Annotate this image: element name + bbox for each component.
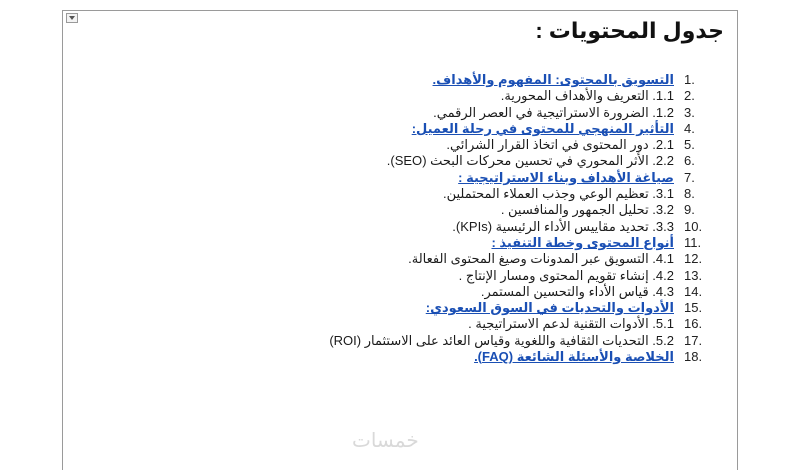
toc-subsection-text: 3.1. تعظيم الوعي وجذب العملاء المحتملين.: [442, 186, 674, 202]
toc-item: [252, 105, 712, 121]
toc-section-link[interactable]: الخلاصة والأسئلة الشائعة (FAQ).: [474, 349, 674, 365]
chevron-down-icon: [69, 16, 75, 20]
toc-subsection-text: 4.2. إنشاء تقويم المحتوى ومسار الإنتاج .: [458, 267, 674, 283]
page-title: جدول المحتويات :: [535, 18, 724, 43]
toc-item-number: 6.: [684, 153, 695, 169]
toc-item-number: 18.: [684, 349, 703, 365]
toc-section-link[interactable]: التأثير المنهجي للمحتوى في رحلة العميل:: [411, 120, 674, 136]
toc-item: [252, 251, 712, 267]
toc-item-number: 12.: [684, 251, 703, 267]
toc-item-number: 9.: [684, 202, 695, 218]
toc-item-number: 1.: [684, 72, 695, 87]
toc-section-link[interactable]: الأدوات والتحديات في السوق السعودي:: [425, 300, 674, 316]
toc-subsection-text: 4.3. قياس الأداء والتحسين المستمر.: [480, 283, 674, 299]
toc-item: [252, 137, 712, 153]
toc-item: [252, 316, 712, 332]
toc-item: [252, 88, 712, 104]
toc-item-number: 17.: [684, 332, 703, 348]
table-of-contents: [252, 72, 712, 365]
toc-item: [252, 268, 712, 284]
toc-subsection-text: 5.2. التحديات الثقافية واللغوية وقياس العائد على الاستثمار (ROI): [329, 332, 674, 348]
toc-subsection-text: 2.1. دور المحتوى في اتخاذ القرار الشرائي.: [446, 137, 674, 153]
toc-item-number: 8.: [684, 186, 695, 202]
toc-item[interactable]: [252, 349, 712, 365]
toc-subsection-text: 4.1. التسويق عبر المدونات وصيغ المحتوى الفعالة.: [408, 251, 674, 267]
toc-item[interactable]: [252, 235, 712, 251]
toc-item: [252, 219, 712, 235]
toc-item-number: 10.: [684, 218, 703, 234]
toc-item-number: 3.: [684, 104, 695, 120]
toc-item-number: 4.: [684, 120, 695, 136]
toc-item[interactable]: [252, 72, 712, 88]
toc-subsection-text: 3.3. تحديد مقاييس الأداء الرئيسية (KPIs).: [452, 218, 674, 234]
toc-section-link[interactable]: صياغة الأهداف وبناء الاستراتيجية :: [458, 169, 674, 185]
collapse-dropdown-button[interactable]: [66, 13, 78, 23]
toc-subsection-text: 5.1. الأدوات التقنية لدعم الاستراتيجية .: [468, 316, 674, 332]
toc-item: [252, 186, 712, 202]
toc-item-number: 14.: [684, 283, 703, 299]
toc-item: [252, 284, 712, 300]
toc-subsection-text: 3.2. تحليل الجمهور والمنافسين .: [500, 202, 674, 218]
toc-subsection-text: 1.2. الضرورة الاستراتيجية في العصر الرقمي.: [433, 104, 674, 120]
toc-section-link[interactable]: أنواع المحتوى وخطة التنفيذ :: [491, 234, 674, 250]
toc-item[interactable]: [252, 300, 712, 316]
toc-item-number: 16.: [684, 316, 703, 332]
toc-item-number: 7.: [684, 169, 695, 185]
toc-item-number: 5.: [684, 137, 695, 153]
toc-item: [252, 333, 712, 349]
toc-subsection-text: 2.2. الأثر المحوري في تحسين محركات البحث (SEO).: [386, 153, 674, 169]
toc-item-number: 2.: [684, 88, 695, 104]
toc-item-number: 15.: [684, 300, 703, 316]
toc-item: [252, 153, 712, 169]
toc-subsection-text: 1.1. التعريف والأهداف المحورية.: [500, 88, 674, 104]
watermark-logo: خمسات: [352, 430, 419, 452]
toc-item-number: 13.: [684, 267, 703, 283]
toc-section-link[interactable]: التسويق بالمحتوى: المفهوم والأهداف.: [432, 72, 674, 87]
toc-item: [252, 202, 712, 218]
toc-item[interactable]: [252, 170, 712, 186]
toc-item[interactable]: [252, 121, 712, 137]
toc-item-number: 11.: [684, 234, 702, 250]
